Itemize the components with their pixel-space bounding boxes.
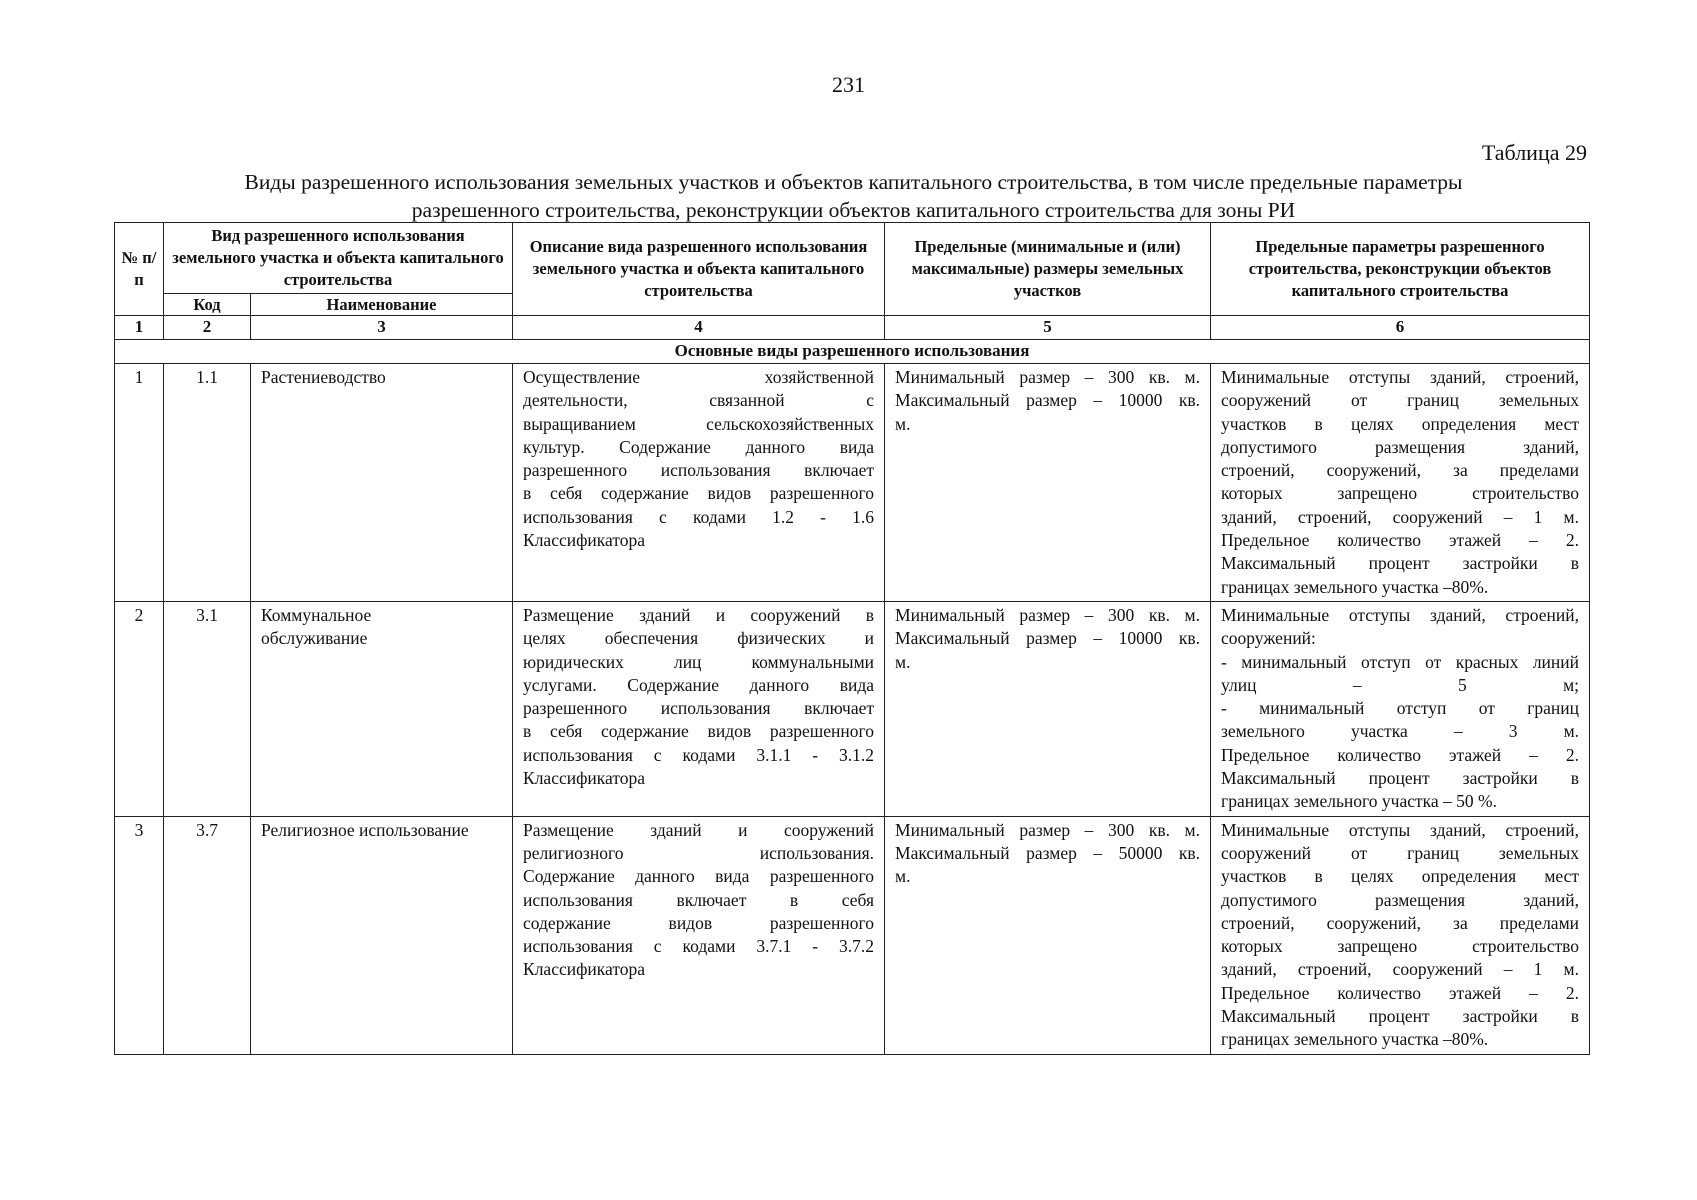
row-code: 1.1 xyxy=(164,364,251,602)
description-line: выращиванием сельскохозяйственных xyxy=(523,413,875,434)
sizes-line: Максимальный размер – 10000 кв. xyxy=(895,628,1201,649)
params-line: Минимальные отступы зданий, строений, xyxy=(1221,819,1580,840)
sizes-line: Минимальный размер – 300 кв. м. xyxy=(895,367,1201,387)
params-line: участков в целях определения мест xyxy=(1221,413,1580,434)
header-name: Наименование xyxy=(251,294,513,316)
sizes-line: Максимальный размер – 50000 кв. xyxy=(895,842,1201,863)
row-number: 3 xyxy=(115,816,164,1054)
description-line: Размещение зданий и сооружений в xyxy=(523,604,875,625)
page-number: 231 xyxy=(832,72,865,97)
row-name xyxy=(251,816,513,1054)
params-line: строений, сооружений, за пределами xyxy=(1221,460,1580,481)
description-line: в себя содержание видов разрешенного xyxy=(523,721,875,742)
description-line: деятельности, связанной с xyxy=(523,390,875,411)
section-title: Основные виды разрешенного использования xyxy=(115,340,1590,364)
params-line: границах земельного участка –80%. xyxy=(1221,576,1489,597)
header-parameters: Предельные параметры разрешенного строительства, реконструкции объектов капитального строительства xyxy=(1211,223,1590,316)
description-line: религиозного использования. xyxy=(523,842,875,863)
params-line: Предельное количество этажей – 2. xyxy=(1221,982,1580,1003)
row-code: 3.1 xyxy=(164,601,251,816)
params-line: которых запрещено строительство xyxy=(1221,483,1580,504)
params-line: зданий, строений, сооружений – 1 м. xyxy=(1221,959,1580,980)
table-caption xyxy=(120,168,1587,224)
name-line: Растениеводство xyxy=(261,367,386,387)
description-line: использования с кодами 3.1.1 - 3.1.2 xyxy=(523,744,875,765)
params-line: допустимого размещения зданий, xyxy=(1221,889,1580,910)
sizes-line: м. xyxy=(895,413,911,434)
name-line: Религиозное использование xyxy=(261,819,469,840)
row-description xyxy=(513,364,885,602)
description-line: разрешенного использования включает xyxy=(523,460,875,481)
params-line: сооружений: xyxy=(1221,628,1316,649)
row-name xyxy=(251,601,513,816)
table-label: Таблица 29 xyxy=(1481,140,1587,165)
sizes-line: м. xyxy=(895,866,911,887)
description-line: Осуществление хозяйственной xyxy=(523,367,875,387)
row-parameters xyxy=(1211,816,1590,1054)
description-line: Классификатора xyxy=(523,530,646,551)
zoning-table xyxy=(114,222,1590,1055)
params-line: Минимальные отступы зданий, строений, xyxy=(1221,367,1580,387)
column-number: 6 xyxy=(1211,316,1590,340)
params-line: земельного участка – 3 м. xyxy=(1221,721,1580,742)
description-line: целях обеспечения физических и xyxy=(523,628,875,649)
data-rows xyxy=(115,364,1590,1055)
params-line: зданий, строений, сооружений – 1 м. xyxy=(1221,506,1580,527)
row-number: 2 xyxy=(115,601,164,816)
description-line: Размещение зданий и сооружений xyxy=(523,819,875,840)
name-line: Коммунальное xyxy=(261,604,372,625)
row-name xyxy=(251,364,513,602)
description-line: Содержание данного вида разрешенного xyxy=(523,866,875,887)
params-line: участков в целях определения мест xyxy=(1221,866,1580,887)
description-line: Классификатора xyxy=(523,959,646,980)
column-number: 4 xyxy=(513,316,885,340)
column-number-row xyxy=(115,316,1590,340)
row-number: 1 xyxy=(115,364,164,602)
row-plot-sizes xyxy=(885,364,1211,602)
params-line: границах земельного участка –80%. xyxy=(1221,1029,1489,1050)
row-description xyxy=(513,601,885,816)
header-row xyxy=(115,223,1590,294)
row-plot-sizes xyxy=(885,816,1211,1054)
description-line: разрешенного использования включает xyxy=(523,698,875,719)
column-number: 3 xyxy=(251,316,513,340)
description-line: услугами. Содержание данного вида xyxy=(523,674,875,695)
params-line: сооружений от границ земельных xyxy=(1221,390,1580,411)
description-line: в себя содержание видов разрешенного xyxy=(523,483,875,504)
params-line: которых запрещено строительство xyxy=(1221,936,1580,957)
caption-line: Виды разрешенного использования земельных участков и объектов капитального строительства, в том числе предельные параметры xyxy=(244,170,1463,194)
params-line: допустимого размещения зданий, xyxy=(1221,436,1580,457)
table-row xyxy=(115,816,1590,1054)
name-line: обслуживание xyxy=(261,628,368,649)
params-line: Предельное количество этажей – 2. xyxy=(1221,530,1580,551)
description-line: использования с кодами 1.2 - 1.6 xyxy=(523,506,875,527)
params-line: Максимальный процент застройки в xyxy=(1221,553,1580,574)
column-number: 1 xyxy=(115,316,164,340)
params-line: границах земельного участка – 50 %. xyxy=(1221,791,1497,812)
sizes-line: м. xyxy=(895,651,911,672)
header-description: Описание вида разрешенного использования земельного участка и объекта капитального строительства xyxy=(513,223,885,316)
description-line: юридических лиц коммунальными xyxy=(523,651,875,672)
caption-line: разрешенного строительства, реконструкции объектов капитального строительства для зоны РИ xyxy=(411,198,1296,222)
row-plot-sizes xyxy=(885,601,1211,816)
params-line: Предельное количество этажей – 2. xyxy=(1221,744,1580,765)
sizes-line: Минимальный размер – 300 кв. м. xyxy=(895,819,1201,840)
params-line: строений, сооружений, за пределами xyxy=(1221,912,1580,933)
params-line: - минимальный отступ от красных линий xyxy=(1221,651,1580,672)
params-line: Минимальные отступы зданий, строений, xyxy=(1221,604,1580,625)
row-description xyxy=(513,816,885,1054)
description-line: использования включает в себя xyxy=(523,889,875,910)
description-line: содержание видов разрешенного xyxy=(523,912,875,933)
params-line: Максимальный процент застройки в xyxy=(1221,768,1580,789)
params-line: Максимальный процент застройки в xyxy=(1221,1006,1580,1027)
params-line: - минимальный отступ от границ xyxy=(1221,698,1580,719)
params-line: улиц – 5 м; xyxy=(1221,674,1580,695)
header-plot-sizes: Предельные (минимальные и (или) максимальные) размеры земельных участков xyxy=(885,223,1211,316)
section-row xyxy=(115,340,1590,364)
sizes-line: Минимальный размер – 300 кв. м. xyxy=(895,604,1201,625)
header-code: Код xyxy=(164,294,251,316)
params-line: сооружений от границ земельных xyxy=(1221,842,1580,863)
table-row xyxy=(115,364,1590,602)
row-parameters xyxy=(1211,601,1590,816)
header-num: № п/п xyxy=(115,223,164,316)
row-code: 3.7 xyxy=(164,816,251,1054)
description-line: культур. Содержание данного вида xyxy=(523,436,875,457)
header-type-group: Вид разрешенного использования земельного участка и объекта капитального строительства xyxy=(164,223,513,294)
description-line: Классификатора xyxy=(523,768,646,789)
sizes-line: Максимальный размер – 10000 кв. xyxy=(895,390,1201,411)
description-line: использования с кодами 3.7.1 - 3.7.2 xyxy=(523,936,875,957)
column-number: 5 xyxy=(885,316,1211,340)
column-number: 2 xyxy=(164,316,251,340)
table-row xyxy=(115,601,1590,816)
row-parameters xyxy=(1211,364,1590,602)
